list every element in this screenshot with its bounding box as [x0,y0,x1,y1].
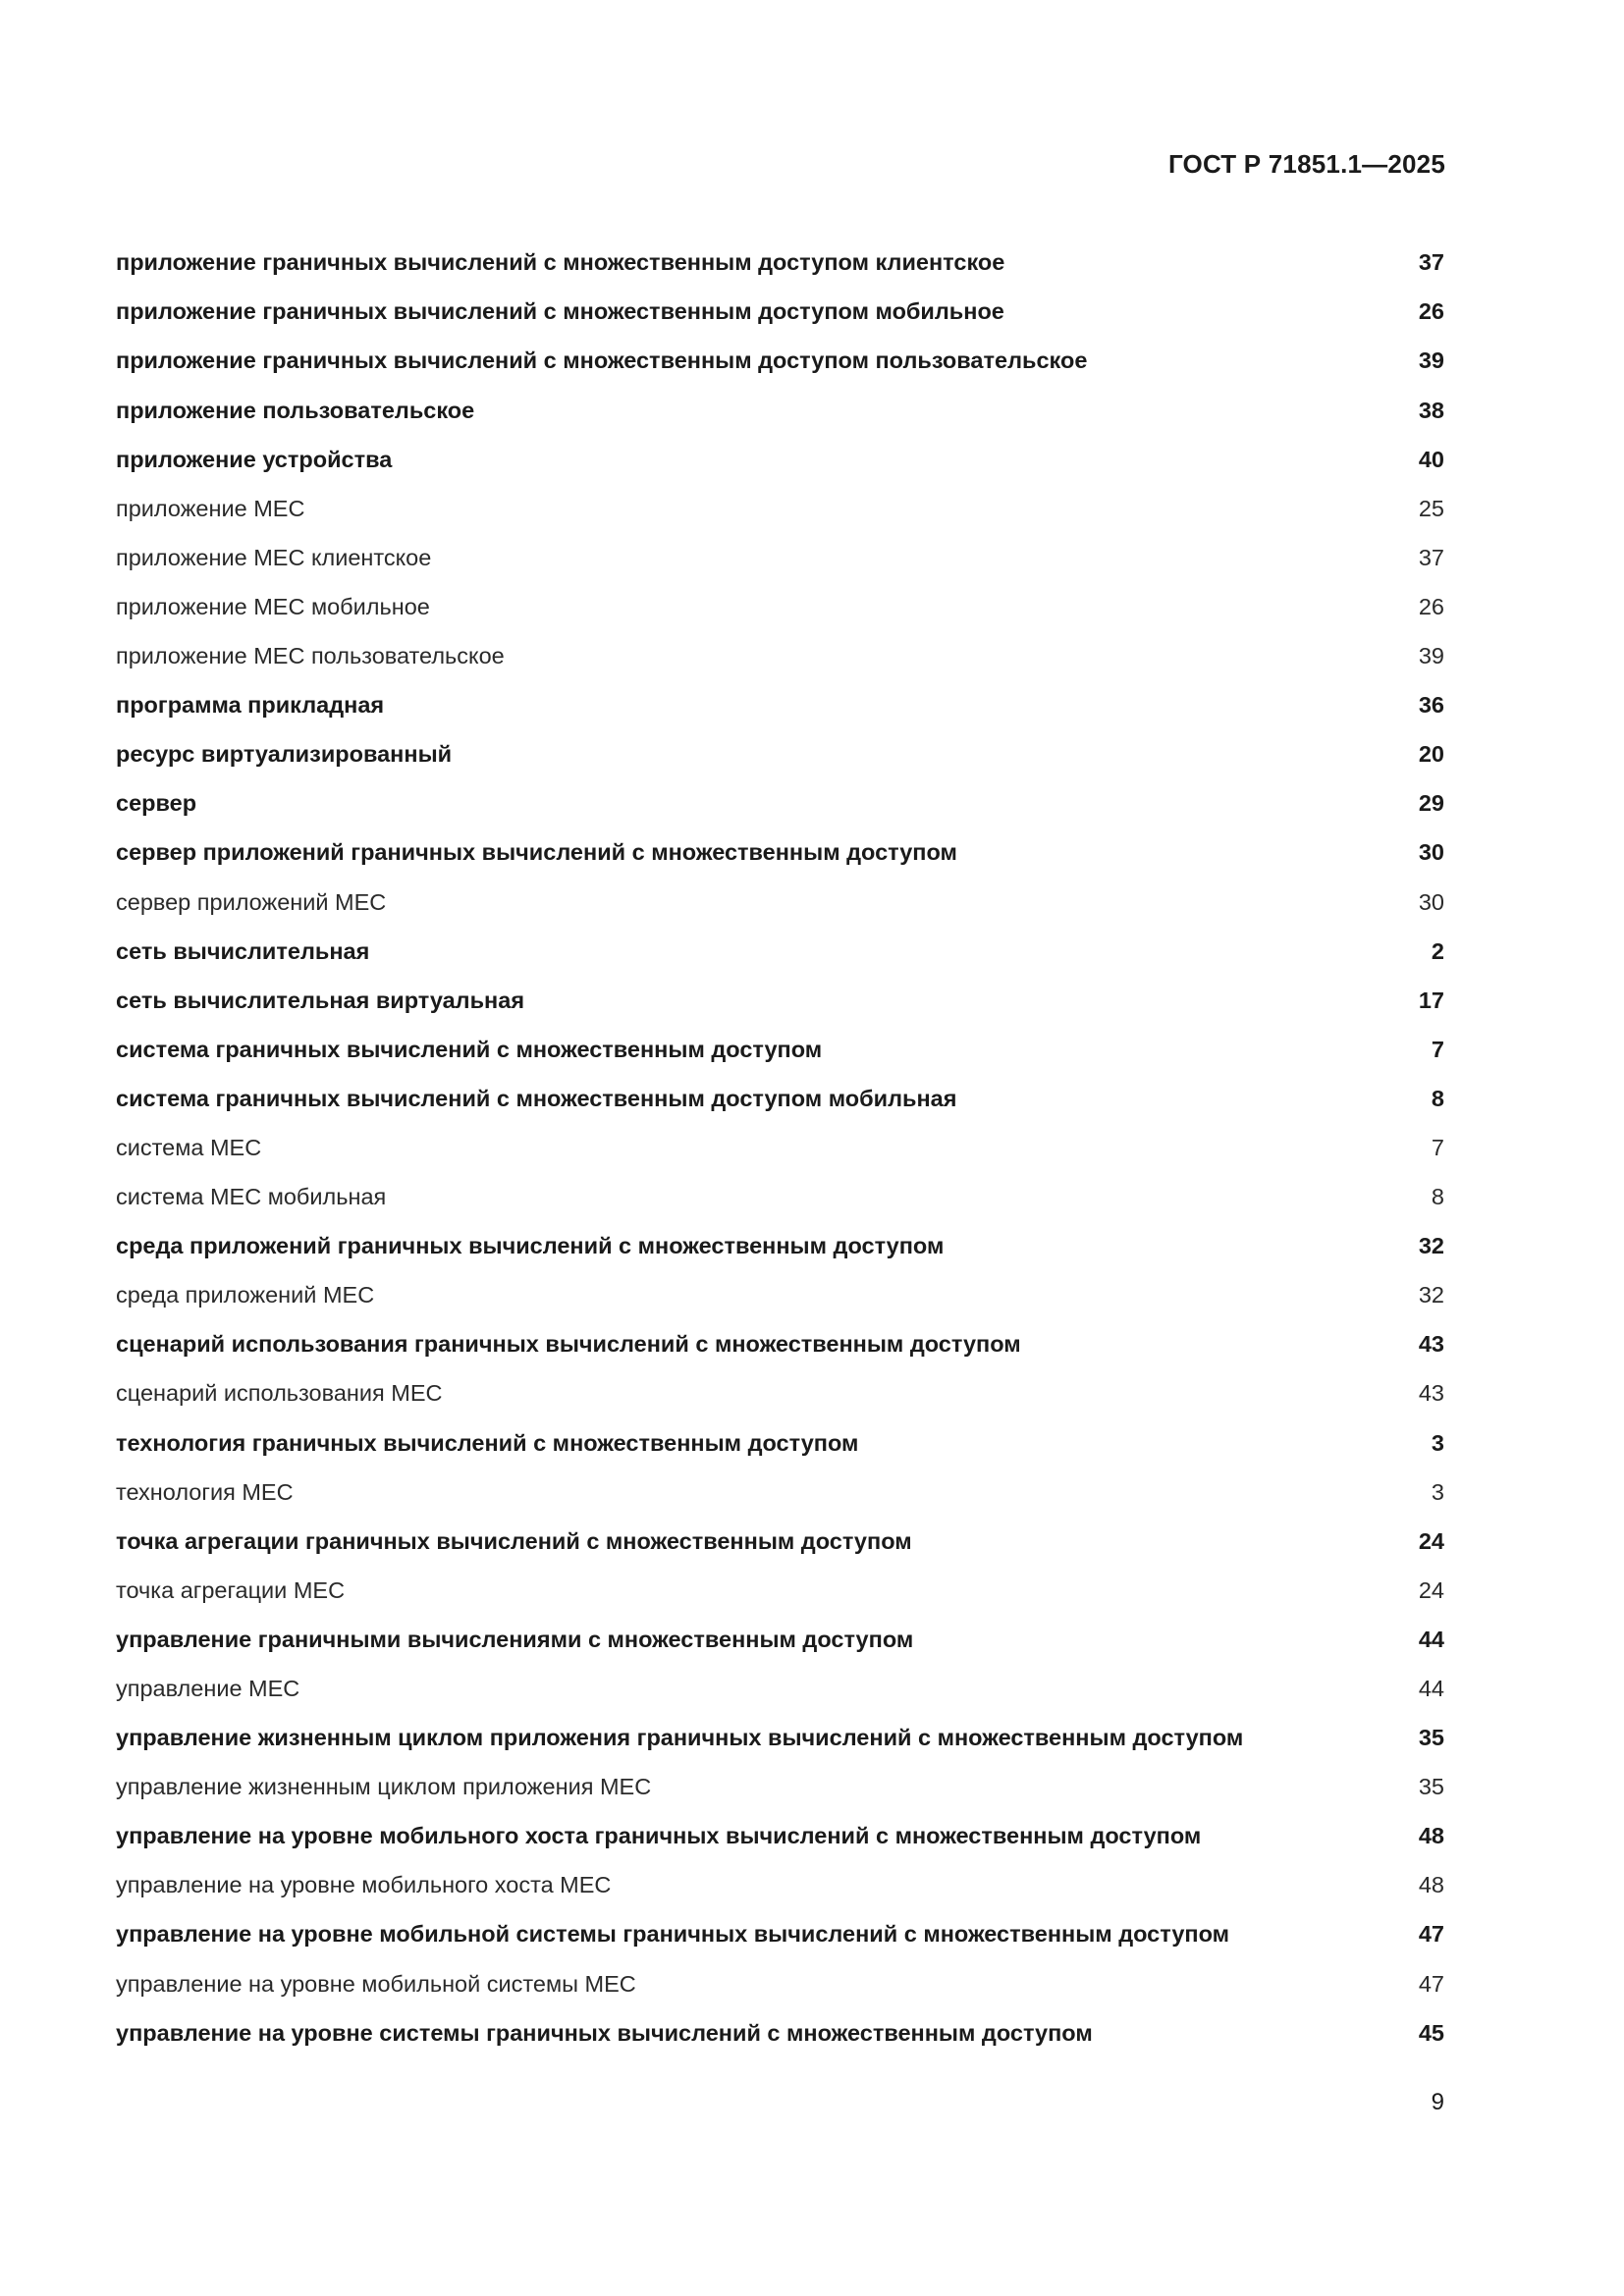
page-number: 9 [1431,2089,1444,2115]
index-entry [116,1812,1446,1861]
index-term: приложение пользовательское [116,397,475,423]
index-entry [116,1271,1446,1320]
index-page-ref: 36 [1418,692,1444,719]
index-term: приложение МЕС [116,495,305,521]
index-term: система граничных вычислений с множественным доступом [116,1036,823,1062]
index-entry [116,828,1446,878]
alphabetical-index [116,239,1446,2057]
index-entry [116,239,1446,288]
index-page-ref: 37 [1418,249,1444,276]
index-entry [116,435,1446,484]
index-page-ref: 48 [1418,1872,1444,1898]
index-entry [116,632,1446,681]
index-entry [116,1075,1446,1124]
index-entry [116,386,1446,435]
index-term: среда приложений граничных вычислений с множественным доступом [116,1233,945,1259]
index-term: управление на уровне мобильной системы граничных вычислений с множественным доступом [116,1921,1230,1948]
index-term: технология граничных вычислений с множественным доступом [116,1429,859,1456]
index-page-ref: 37 [1418,544,1444,570]
index-page-ref: 3 [1431,1478,1444,1505]
index-entry [116,1517,1446,1566]
index-entry [116,1616,1446,1665]
index-entry [116,2008,1446,2057]
index-entry [116,1567,1446,1616]
index-entry [116,779,1446,828]
index-page-ref: 39 [1418,347,1444,374]
index-page-ref: 8 [1431,1184,1444,1210]
index-entry [116,1320,1446,1369]
index-term: сценарий использования МЕС [116,1380,443,1407]
index-entry [116,337,1446,386]
index-entry [116,681,1446,730]
index-entry [116,484,1446,533]
index-page-ref: 26 [1418,593,1444,619]
index-page-ref: 30 [1418,839,1444,866]
index-entry [116,288,1446,337]
index-page-ref: 45 [1418,2019,1444,2046]
index-term: сервер приложений граничных вычислений с множественным доступом [116,839,957,866]
index-term: система МЕС [116,1134,262,1160]
index-term: управление на уровне мобильного хоста МЕС [116,1872,612,1898]
index-term: приложение МЕС мобильное [116,593,430,619]
index-term: точка агрегации граничных вычислений с множественным доступом [116,1527,912,1554]
index-page-ref: 48 [1418,1823,1444,1849]
index-page-ref: 38 [1418,397,1444,423]
index-page-ref: 35 [1418,1774,1444,1800]
document-header: ГОСТ Р 71851.1—2025 [1167,149,1445,179]
index-term: приложение устройства [116,446,393,472]
index-term: сервер [116,790,197,817]
index-term: управление жизненным циклом приложения МЕС [116,1774,652,1800]
index-entry [116,1173,1446,1222]
index-page-ref: 44 [1418,1626,1444,1652]
index-entry [116,976,1446,1025]
index-page-ref: 17 [1418,987,1444,1013]
index-page-ref: 39 [1418,643,1444,669]
index-page-ref: 24 [1418,1527,1444,1554]
index-page-ref: 32 [1418,1233,1444,1259]
index-term: приложение граничных вычислений с множественным доступом мобильное [116,298,1004,325]
index-page-ref: 47 [1418,1921,1444,1948]
index-page-ref: 2 [1431,937,1444,964]
index-term: управление МЕС [116,1676,300,1702]
index-page-ref: 29 [1418,790,1444,817]
index-term: точка агрегации МЕС [116,1576,346,1603]
index-term: приложение МЕС клиентское [116,544,432,570]
index-term: среда приложений МЕС [116,1282,375,1308]
index-term: сеть вычислительная виртуальная [116,987,525,1013]
index-term: управление граничными вычислениями с множественным доступом [116,1626,914,1652]
index-term: сеть вычислительная [116,937,370,964]
index-page-ref: 20 [1418,741,1444,768]
index-page-ref: 8 [1431,1085,1444,1111]
index-entry [116,1222,1446,1271]
index-term: система МЕС мобильная [116,1184,387,1210]
index-term: приложение граничных вычислений с множественным доступом пользовательское [116,347,1088,374]
index-term: ресурс виртуализированный [116,741,453,768]
index-term: программа прикладная [116,692,385,719]
index-term: сценарий использования граничных вычислений с множественным доступом [116,1331,1021,1358]
index-term: приложение граничных вычислений с множественным доступом клиентское [116,249,1005,276]
index-entry [116,1665,1446,1714]
index-entry [116,1026,1446,1075]
index-page-ref: 3 [1431,1429,1444,1456]
index-page-ref: 32 [1418,1282,1444,1308]
index-entry [116,1124,1446,1173]
index-term: технология МЕС [116,1478,294,1505]
index-entry [116,927,1446,976]
index-entry [116,1714,1446,1763]
index-entry [116,1910,1446,1959]
index-term: управление на уровне системы граничных вычислений с множественным доступом [116,2019,1093,2046]
index-term: управление на уровне мобильного хоста граничных вычислений с множественным доступом [116,1823,1202,1849]
index-page-ref: 35 [1418,1725,1444,1751]
index-page-ref: 7 [1431,1036,1444,1062]
index-page-ref: 30 [1418,888,1444,915]
index-page-ref: 43 [1418,1380,1444,1407]
index-page-ref: 47 [1418,1970,1444,1997]
index-page-ref: 44 [1418,1676,1444,1702]
index-term: система граничных вычислений с множественным доступом мобильная [116,1085,957,1111]
index-page-ref: 7 [1431,1134,1444,1160]
index-entry [116,1959,1446,2008]
index-entry [116,1468,1446,1517]
index-page-ref: 25 [1418,495,1444,521]
index-page-ref: 26 [1418,298,1444,325]
index-entry [116,583,1446,632]
index-entry [116,1763,1446,1812]
index-entry [116,730,1446,779]
index-term: сервер приложений МЕС [116,888,387,915]
index-term: приложение МЕС пользовательское [116,643,505,669]
index-page-ref: 43 [1418,1331,1444,1358]
index-page-ref: 24 [1418,1576,1444,1603]
index-page-ref: 40 [1418,446,1444,472]
index-entry [116,534,1446,583]
index-term: управление жизненным циклом приложения граничных вычислений с множественным доступом [116,1725,1244,1751]
index-entry [116,1369,1446,1418]
index-entry [116,1861,1446,1910]
index-entry [116,1418,1446,1468]
index-entry [116,878,1446,927]
index-term: управление на уровне мобильной системы МЕС [116,1970,636,1997]
